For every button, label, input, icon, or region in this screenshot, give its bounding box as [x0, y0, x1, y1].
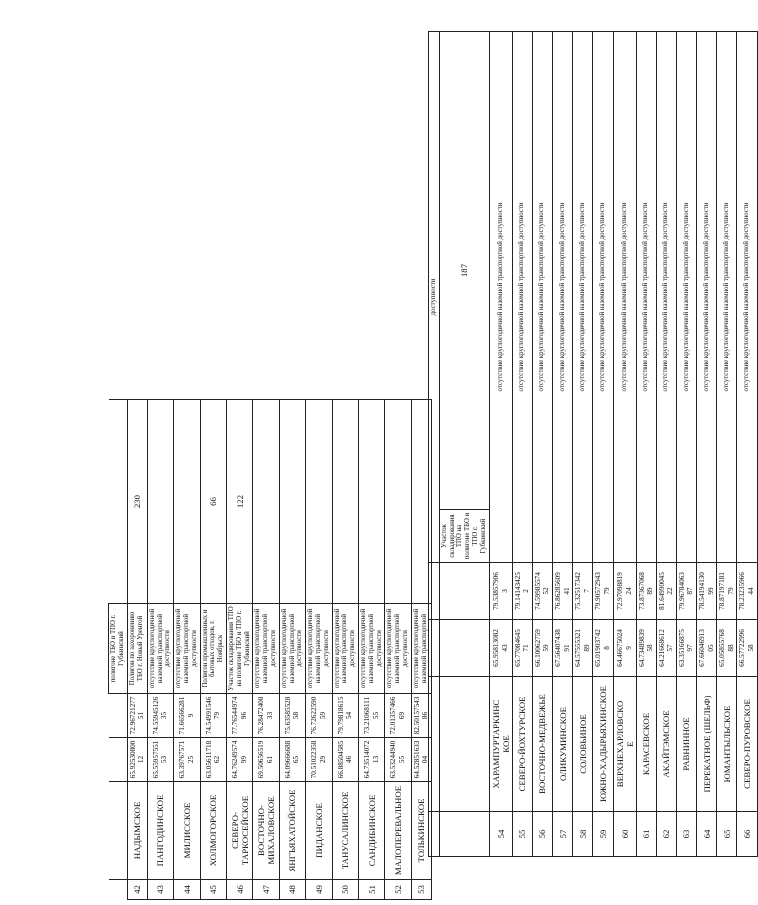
longitude: 76.72622590 59	[306, 694, 332, 738]
latitude: 65.77084645 71	[512, 620, 532, 677]
table-row	[226, 400, 252, 900]
row-number: 65	[717, 812, 737, 857]
field-name: ХОЛМОГОРСКОЕ	[200, 782, 226, 880]
disposal-site: отсутствие круглогодичной наземной транспортной доступности	[358, 604, 384, 694]
distance	[279, 400, 305, 604]
table-row	[200, 400, 226, 900]
distance	[332, 400, 358, 604]
header-blank	[109, 782, 128, 880]
longitude: 76.28472408 33	[253, 694, 279, 738]
disposal-site: отсутствие круглогодичной наземной транспортной доступности	[676, 31, 696, 562]
field-name: ПЕРЕКАТНОЕ (ШЕЛЬФ)	[697, 677, 717, 812]
disposal-site: отсутствие круглогодичной наземной транспортной доступности	[532, 31, 552, 562]
distance	[385, 400, 411, 604]
longitude: 82.50157543 86	[411, 694, 431, 738]
longitude: 75.63585528 58	[279, 694, 305, 738]
table-row	[552, 31, 572, 856]
row-number: 58	[573, 812, 593, 857]
latitude: 64.73514072 13	[358, 738, 384, 782]
latitude: 63.53244940 55	[385, 738, 411, 782]
latitude: 65.55957551 53	[147, 738, 173, 782]
field-name: РАВНИННОЕ	[676, 677, 696, 812]
table-row	[174, 400, 200, 900]
disposal-site: отсутствие круглогодичной наземной транспортной доступности	[385, 604, 411, 694]
header-site: Участок складирования ТПО на полигоне ТБО и ТПО г. Губкинский	[439, 510, 489, 563]
latitude: 70.51022358 29	[306, 738, 332, 782]
table-row	[676, 31, 696, 856]
row-number: 50	[332, 880, 358, 900]
field-name: СЕВЕРО-ЙОХТУРСКОЕ	[512, 677, 532, 812]
field-name: КАРАСЕВСКОЕ	[636, 677, 656, 812]
disposal-site: отсутствие круглогодичной наземной транспортной доступности	[636, 31, 656, 562]
row-number: 44	[174, 880, 200, 900]
header-blank	[109, 880, 128, 900]
disposal-site: отсутствие круглогодичной наземной транспортной доступности	[737, 31, 757, 562]
row-number: 52	[385, 880, 411, 900]
distance	[253, 400, 279, 604]
table-row	[253, 400, 279, 900]
header-blank	[109, 694, 128, 738]
longitude: 76.86285609 41	[552, 563, 572, 620]
row-number: 46	[226, 880, 252, 900]
row-number: 66	[737, 812, 757, 857]
header-blank	[429, 563, 440, 620]
distance	[147, 400, 173, 604]
longitude: 73.21068111 55	[358, 694, 384, 738]
upper-header-row	[439, 31, 489, 856]
table-upper-content	[428, 32, 756, 857]
field-name: НАДЫМСКОЕ	[127, 782, 147, 880]
disposal-site: отсутствие круглогодичной наземной транспортной доступности	[697, 31, 717, 562]
table-row	[147, 400, 173, 900]
header-blank	[429, 620, 440, 677]
header-distance: 187	[439, 31, 489, 509]
disposal-site: отсутствие круглогодичной наземной транспортной доступности	[573, 31, 593, 562]
longitude: 77.76544974 96	[226, 694, 252, 738]
table-row	[306, 400, 332, 900]
field-name: ЮЖНО-ХАДЫРЬЯХИНСКОЕ	[593, 677, 613, 812]
longitude: 72.97098819 24	[613, 563, 636, 620]
table-row	[697, 31, 717, 856]
latitude: 64.73489839 58	[636, 620, 656, 677]
table-row	[279, 400, 305, 900]
header-blank	[109, 738, 128, 782]
field-name: МИЛИССКОЕ	[174, 782, 200, 880]
latitude: 67.66046913 05	[697, 620, 717, 677]
disposal-site: отсутствие круглогодичной наземной транспортной доступности	[253, 604, 279, 694]
table-row	[332, 400, 358, 900]
distance: 230	[127, 400, 147, 604]
disposal-site: отсутствие круглогодичной наземной транспортной доступности	[656, 31, 676, 562]
disposal-site: отсутствие круглогодичной наземной транспортной доступности	[552, 31, 572, 562]
table-row	[717, 31, 737, 856]
field-name: ЮМАНТЫЛЬСКОЕ	[717, 677, 737, 812]
table-row	[613, 31, 636, 856]
distance: 66	[200, 400, 226, 604]
latitude: 65.01903742 8	[593, 620, 613, 677]
field-name: ОЛИКУМИНСКОЕ	[552, 677, 572, 812]
field-name: САНДИБИНСКОЕ	[358, 782, 384, 880]
field-name: ВОСТОЧНО-МИХАЛОВСКОЕ	[253, 782, 279, 880]
field-name: ХАРАМПУРТАРКИНС КОЕ	[489, 677, 512, 812]
latitude: 64.21668612 57	[656, 620, 676, 677]
row-number: 57	[552, 812, 572, 857]
row-number: 61	[636, 812, 656, 857]
latitude: 64.09666688 65	[279, 738, 305, 782]
disposal-site: отсутствие круглогодичной наземной транспортной доступности	[306, 604, 332, 694]
table-upper-grid	[428, 31, 758, 857]
row-number: 59	[593, 812, 613, 857]
field-name: ПАНГОДИНСКОЕ	[147, 782, 173, 880]
latitude: 69.50656519 61	[253, 738, 279, 782]
field-name: ВЕРХНЕХАРЛОВСКО Е	[613, 677, 636, 812]
row-number: 51	[358, 880, 384, 900]
row-number: 64	[697, 812, 717, 857]
disposal-site: отсутствие круглогодичной наземной транспортной доступности	[489, 31, 512, 562]
latitude: 64.52851633 04	[411, 738, 431, 782]
row-number: 45	[200, 880, 226, 900]
field-name: АКАЙТЭМСКОЕ	[656, 677, 676, 812]
field-name: СОЛОВЬИНОЕ	[573, 677, 593, 812]
header-blank	[429, 812, 440, 857]
upper-group-row	[429, 31, 440, 856]
row-number: 53	[411, 880, 431, 900]
disposal-site: отсутствие круглогодичной наземной транспортной доступности	[717, 31, 737, 562]
header-blank	[439, 620, 489, 677]
header-blank	[439, 812, 489, 857]
longitude: 71.66566281 9	[174, 694, 200, 738]
latitude: 64.57555321 89	[573, 620, 593, 677]
header-site: полигоне ТБО и ТПО г. Губкинский	[109, 604, 128, 694]
latitude: 66.88504585 46	[332, 738, 358, 782]
latitude: 63.39767571 25	[174, 738, 200, 782]
row-number: 49	[306, 880, 332, 900]
table-row	[358, 400, 384, 900]
field-name: ТАНУСАЛИНСКОЕ	[332, 782, 358, 880]
header-blank	[109, 400, 128, 604]
disposal-site: отсутствие круглогодичной наземной транспортной доступности	[332, 604, 358, 694]
table-row	[489, 31, 512, 856]
longitude: 79.79818615 54	[332, 694, 358, 738]
header-group: доступности	[429, 31, 440, 562]
disposal-site: Участок складирования ТПО на полигоне ТБО и ТПО г. Губкинский	[226, 604, 252, 694]
row-number: 54	[489, 812, 512, 857]
distance	[358, 400, 384, 604]
table-row	[127, 400, 147, 900]
longitude: 79.90572943 79	[593, 563, 613, 620]
latitude: 65.95813082 43	[489, 620, 512, 677]
longitude: 73.87367068 89	[636, 563, 656, 620]
disposal-site: отсутствие круглогодичной наземной транспортной доступности	[593, 31, 613, 562]
longitude: 81.64990045 22	[656, 563, 676, 620]
row-number: 63	[676, 812, 696, 857]
latitude: 63.05611718 62	[200, 738, 226, 782]
table-row	[512, 31, 532, 856]
distance	[174, 400, 200, 604]
field-name: ПИДАНСКОЕ	[306, 782, 332, 880]
latitude: 64.76249574 99	[226, 738, 252, 782]
latitude: 66.57722996 58	[737, 620, 757, 677]
table-row	[593, 31, 613, 856]
row-number: 60	[613, 812, 636, 857]
disposal-site: отсутствие круглогодичной наземной транспортной доступности	[613, 31, 636, 562]
table-row	[636, 31, 656, 856]
table-lower-grid	[108, 399, 432, 900]
row-number: 48	[279, 880, 305, 900]
longitude: 78.54194130 99	[697, 563, 717, 620]
lower-header-row	[109, 400, 128, 900]
row-number: 56	[532, 812, 552, 857]
table-row	[385, 400, 411, 900]
field-name: ВОСТОЧНО-МЕДВЕЖЬЕ	[532, 677, 552, 812]
longitude: 74.55945126 35	[147, 694, 173, 738]
longitude: 74.54991546 79	[200, 694, 226, 738]
longitude: 72.96721277 51	[127, 694, 147, 738]
table-row	[656, 31, 676, 856]
field-name: СЕВЕРО-ТАРКОСЕЙСКОЕ	[226, 782, 252, 880]
row-number: 47	[253, 880, 279, 900]
disposal-site: отсутствие круглогодичной наземной транспортной доступности	[279, 604, 305, 694]
longitude: 79.53857906 3	[489, 563, 512, 620]
row-number: 62	[656, 812, 676, 857]
disposal-site: отсутствие круглогодичной наземной транспортной доступности	[147, 604, 173, 694]
distance	[306, 400, 332, 604]
row-number: 42	[127, 880, 147, 900]
latitude: 67.56407438 91	[552, 620, 572, 677]
latitude: 65.92530800 12	[127, 738, 147, 782]
longitude: 78.23235966 44	[737, 563, 757, 620]
disposal-site: Полигон по захоронению ТБО г. Новый Уренгой	[127, 604, 147, 694]
field-name: ЯНГЪЯХАТОЙСКОЕ	[279, 782, 305, 880]
longitude: 78.87197181 79	[717, 563, 737, 620]
table-row	[737, 31, 757, 856]
table-lower-content	[108, 400, 430, 900]
longitude: 72.01357466 69	[385, 694, 411, 738]
latitude: 63.35166875 97	[676, 620, 696, 677]
field-name: МАЛОПЕРЕВАЛЬНОЕ	[385, 782, 411, 880]
disposal-site: отсутствие круглогодичной наземной транспортной доступности	[512, 31, 532, 562]
longitude: 75.32517342 7	[573, 563, 593, 620]
row-number: 55	[512, 812, 532, 857]
header-blank	[439, 563, 489, 620]
disposal-site: отсутствие круглогодичной наземной транспортной	[411, 604, 431, 694]
latitude: 64.46675024 9	[613, 620, 636, 677]
field-name: ТОЛЬКИНСКОЕ	[411, 782, 431, 880]
table-row	[573, 31, 593, 856]
longitude: 79.96784063 87	[676, 563, 696, 620]
disposal-site: Полигон промышленных и бытовых отходов, г. Ноябрьск	[200, 604, 226, 694]
row-number: 43	[147, 880, 173, 900]
longitude: 74.59985574 52	[532, 563, 552, 620]
header-blank	[439, 677, 489, 812]
latitude: 65.05855768 88	[717, 620, 737, 677]
field-name: СЕВЕРО-ПУРОВСКОЕ	[737, 677, 757, 812]
disposal-site: отсутствие круглогодичной наземной транспортной доступности	[174, 604, 200, 694]
table-row	[532, 31, 552, 856]
latitude: 66.10062759 59	[532, 620, 552, 677]
longitude: 79.14143425 2	[512, 563, 532, 620]
header-blank	[429, 677, 440, 812]
distance: 122	[226, 400, 252, 604]
